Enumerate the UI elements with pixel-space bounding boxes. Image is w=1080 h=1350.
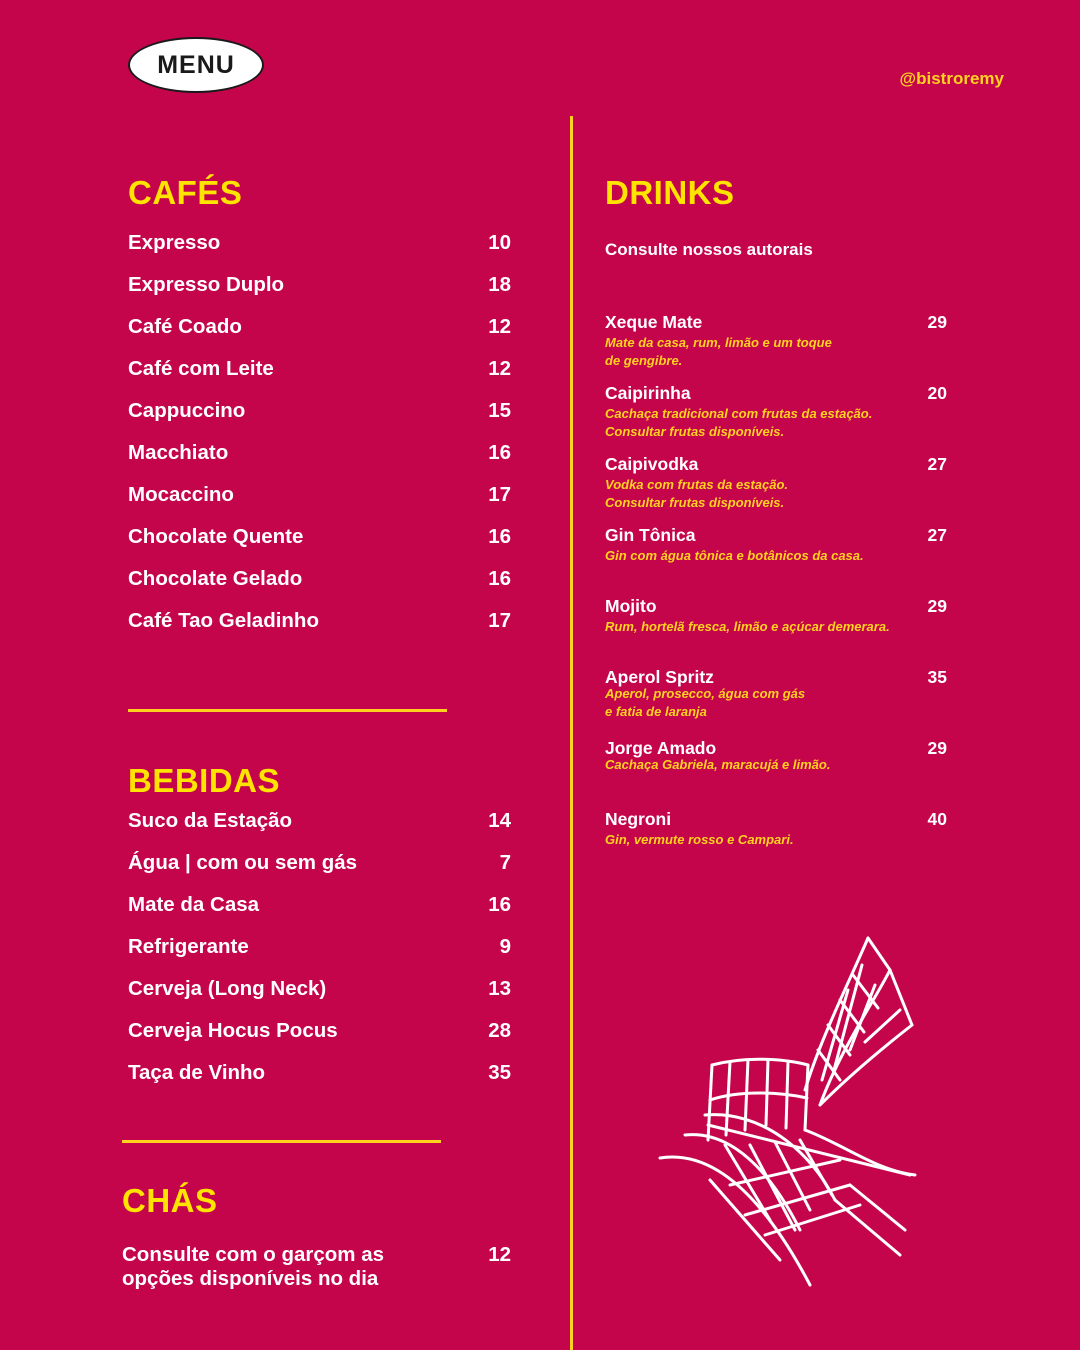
item-price: 12 (488, 315, 511, 338)
item-price: 16 (488, 525, 511, 548)
item-name: Cerveja Hocus Pocus (128, 1019, 338, 1042)
item-name: Mate da Casa (128, 893, 260, 916)
cafes-heading: CAFÉS (128, 174, 243, 211)
chas-description: Consulte com o garçom as opções disponíveis no dia (122, 1243, 385, 1290)
drink-item (605, 383, 947, 441)
item-price: 12 (488, 357, 511, 380)
drink-description: Mate da casa, rum, limão e um toque de gengibre. (605, 335, 832, 368)
list-item (128, 483, 511, 525)
list-item (128, 893, 511, 935)
item-price: 18 (488, 273, 511, 296)
drink-item (605, 525, 947, 565)
drink-price: 27 (927, 454, 947, 474)
item-price: 14 (488, 809, 511, 832)
list-item (128, 399, 511, 441)
building-sketch-icon (650, 930, 930, 1290)
item-name: Café com Leite (128, 357, 274, 380)
drink-description: Gin com água tônica e botânicos da casa. (605, 548, 864, 563)
chas-heading: CHÁS (122, 1182, 218, 1219)
item-price: 9 (499, 935, 511, 958)
item-price: 17 (488, 483, 511, 506)
item-price: 35 (488, 1061, 511, 1084)
drink-description: Cachaça tradicional com frutas da estação. Consultar frutas disponíveis. (605, 406, 873, 439)
drink-price: 35 (927, 667, 947, 687)
drink-description: Cachaça Gabriela, maracujá e limão. (605, 757, 831, 772)
list-item (128, 809, 511, 851)
item-price: 15 (488, 399, 511, 422)
list-item (128, 441, 511, 483)
drink-name: Caipirinha (605, 383, 691, 403)
list-item (128, 231, 511, 273)
item-price: 28 (488, 1019, 511, 1042)
item-name: Suco da Estação (128, 809, 293, 832)
item-name: Mocaccino (128, 483, 234, 506)
item-name: Taça de Vinho (128, 1061, 266, 1084)
list-item (128, 1019, 511, 1061)
item-price: 17 (488, 609, 511, 632)
bebidas-list (128, 809, 511, 1103)
column-divider (570, 116, 573, 1350)
bebidas-heading: BEBIDAS (128, 762, 281, 799)
drink-item (605, 667, 947, 721)
section-divider (122, 1140, 441, 1143)
drink-name: Xeque Mate (605, 312, 703, 332)
section-divider (128, 709, 447, 712)
list-item (128, 315, 511, 357)
item-name: Cappuccino (128, 399, 246, 422)
drink-price: 29 (927, 738, 947, 758)
item-price: 16 (488, 567, 511, 590)
drink-price: 40 (927, 809, 947, 829)
item-name: Café Tao Geladinho (128, 609, 319, 632)
drink-price: 29 (927, 312, 947, 332)
item-name: Cerveja (Long Neck) (128, 977, 327, 1000)
drink-name: Caipivodka (605, 454, 699, 474)
item-price: 10 (488, 231, 511, 254)
drink-price: 27 (927, 525, 947, 545)
list-item (128, 567, 511, 609)
item-name: Macchiato (128, 441, 229, 464)
chas-item (122, 1243, 511, 1291)
item-name: Refrigerante (128, 935, 249, 958)
drink-name: Mojito (605, 596, 657, 616)
drink-name: Negroni (605, 809, 672, 829)
item-name: Água | com ou sem gás (128, 851, 358, 874)
item-name: Expresso (128, 231, 221, 254)
drink-item (605, 312, 947, 370)
drink-name: Gin Tônica (605, 525, 696, 545)
item-name: Chocolate Gelado (128, 567, 303, 590)
drink-name: Jorge Amado (605, 738, 717, 758)
drink-item (605, 809, 947, 849)
drinks-heading: DRINKS (605, 174, 735, 211)
drink-description: Gin, vermute rosso e Campari. (605, 832, 794, 847)
item-price: 16 (488, 893, 511, 916)
drink-name: Aperol Spritz (605, 667, 714, 687)
item-price: 13 (488, 977, 511, 1000)
drink-item (605, 454, 947, 512)
list-item (128, 851, 511, 893)
item-name: Café Coado (128, 315, 242, 338)
menu-badge (128, 37, 264, 93)
drink-description: Aperol, prosecco, água com gás e fatia de laranja (605, 686, 806, 719)
item-price: 7 (499, 851, 511, 874)
chas-price: 12 (488, 1243, 511, 1266)
list-item (128, 977, 511, 1019)
drink-price: 20 (927, 383, 947, 403)
cafes-list (128, 231, 511, 651)
drink-description: Rum, hortelã fresca, limão e açúcar demerara. (605, 619, 890, 634)
list-item (128, 609, 511, 651)
list-item (128, 935, 511, 977)
menu-label: MENU (157, 50, 235, 79)
drink-item (605, 596, 947, 636)
drink-item (605, 738, 947, 774)
drink-description: Vodka com frutas da estação. Consultar frutas disponíveis. (605, 477, 789, 510)
list-item (128, 1061, 511, 1103)
list-item (128, 273, 511, 315)
item-name: Expresso Duplo (128, 273, 285, 296)
drink-price: 29 (927, 596, 947, 616)
item-name: Chocolate Quente (128, 525, 304, 548)
drinks-subtitle: Consulte nossos autorais (605, 240, 813, 259)
item-price: 16 (488, 441, 511, 464)
instagram-handle: @bistroremy (899, 69, 1004, 88)
list-item (128, 357, 511, 399)
list-item (128, 525, 511, 567)
